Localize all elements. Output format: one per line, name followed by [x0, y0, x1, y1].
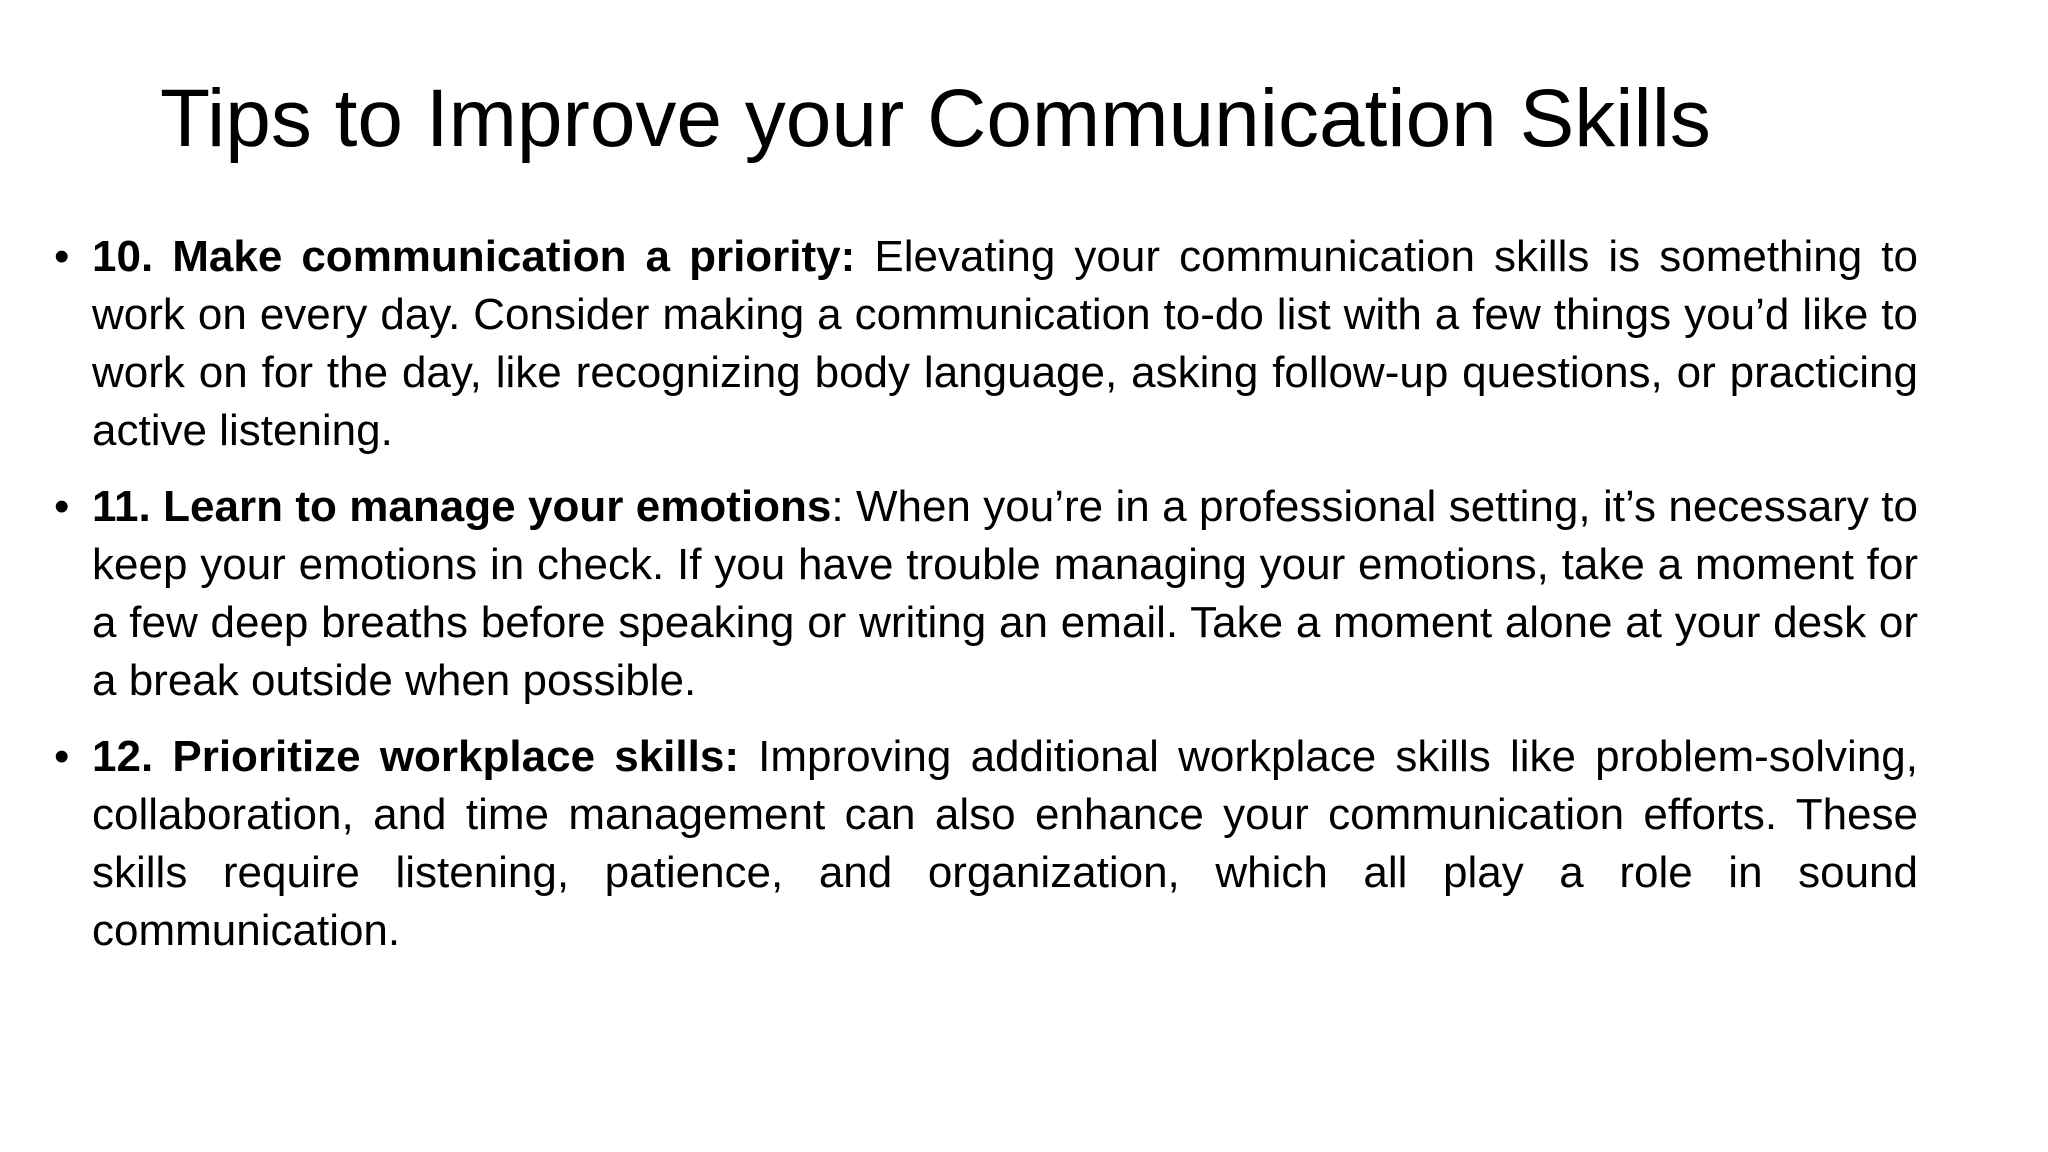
bullet-text: : When you’re in a professional setting, it’s necessary to keep your emotions in check. If you have trouble managing your emotions, take a moment for a few deep breaths before speaking or writing an email. Take a moment alone at your desk or a break outside when possible. [92, 482, 1918, 705]
bullet-item-10 [54, 228, 1918, 460]
bullet-dot-icon: • [54, 482, 70, 531]
bullet-heading: 11. Learn to manage your emotions [92, 482, 832, 531]
bullet-heading: 10. Make communication a priority: [92, 232, 856, 281]
bullet-item-12 [54, 728, 1918, 960]
bullet-dot-icon: • [54, 232, 70, 281]
bullet-list [54, 228, 1918, 978]
bullet-text: Elevating your communication skills is something to work on every day. Consider making a communication to-do list with a few things you’d like to work on for the day, like recognizing body language, asking follow-up questions, or practicing active listening. [92, 232, 1918, 455]
bullet-text: Improving additional workplace skills like problem-solving, collaboration, and time management can also enhance your communication efforts. These skills require listening, patience, and organization, which all play a role in sound communication. [92, 732, 1918, 955]
bullet-dot-icon: • [54, 732, 70, 781]
bullet-item-11 [54, 478, 1918, 710]
bullet-heading: 12. Prioritize workplace skills: [92, 732, 739, 781]
slide-title: Tips to Improve your Communication Skills [160, 73, 1711, 164]
